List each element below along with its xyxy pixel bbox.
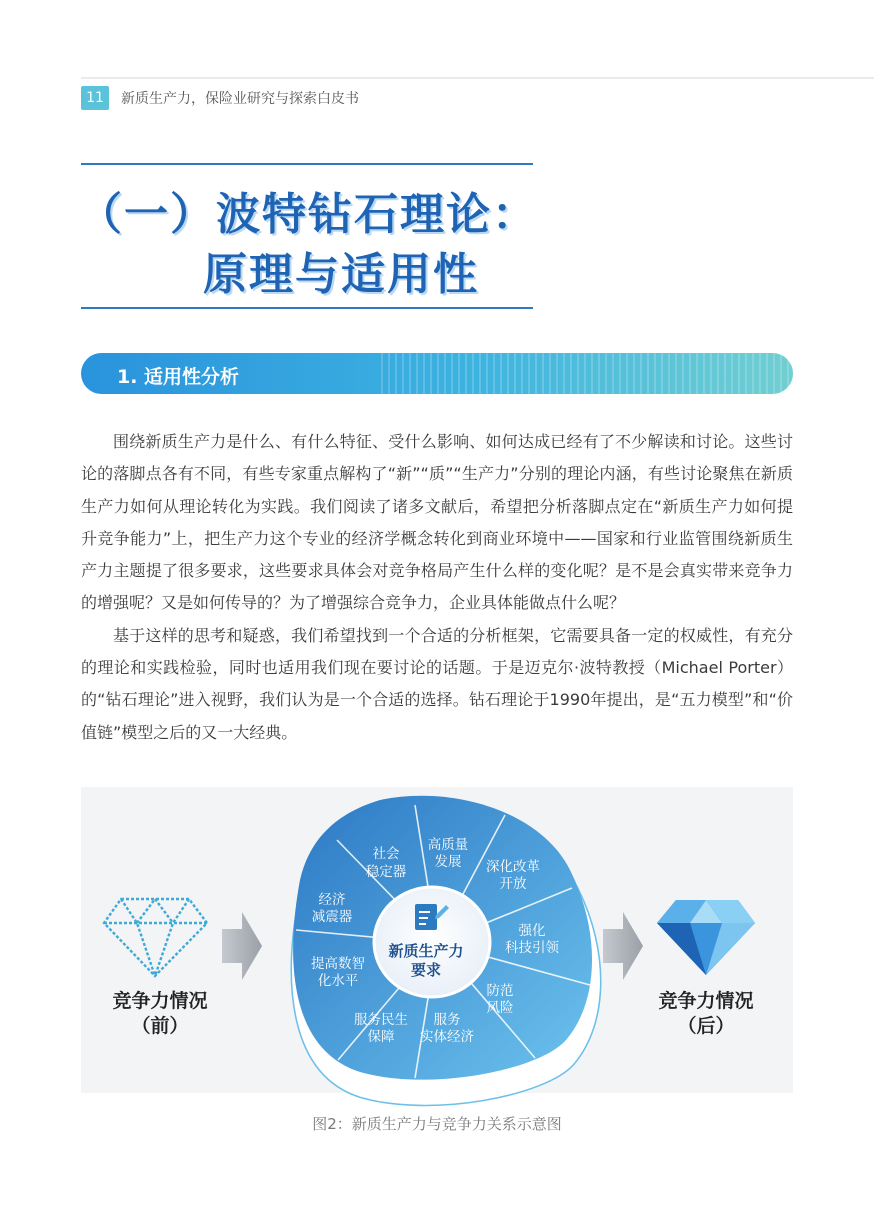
segment-label: 强化	[518, 923, 546, 939]
competitiveness-after-label	[646, 989, 766, 1039]
segment-label: 防范	[486, 983, 514, 999]
figure-caption: 图2：新质生产力与竞争力关系示意图	[312, 1115, 562, 1133]
segment-label: 经济	[318, 892, 346, 908]
label-line: 竞争力情况	[112, 990, 208, 1012]
segment-label: 稳定器	[365, 864, 407, 880]
label-line: （前）	[131, 1015, 189, 1037]
chapter-title-line1: （一）波特钻石理论：	[78, 189, 538, 240]
segment-label: 保障	[367, 1029, 395, 1045]
segment-label: 实体经济	[420, 1029, 474, 1045]
label-line: 竞争力情况	[658, 990, 754, 1012]
segment-label: 发展	[434, 854, 462, 870]
paragraph: 基于这样的思考和疑惑，我们希望找到一个合适的分析框架，它需要具备一定的权威性，有充分的理论和实践检验，同时也适用我们现在要讨论的话题。于是迈克尔·波特教授（Michael Porter）的“钻石理论”进入视野，我们认为是一个合适的选择。钻石理论于1990年提出，是“五力模型”和“价值链”模型之后的又一大经典。	[81, 625, 793, 742]
segment-label: 减震器	[311, 909, 353, 925]
competitiveness-before-label	[100, 989, 220, 1039]
diamond-after-icon	[657, 900, 755, 975]
label-line: （后）	[677, 1015, 735, 1037]
segment-label: 服务民生	[354, 1012, 408, 1028]
segment-label: 深化改革	[486, 859, 540, 875]
segment-label: 化水平	[317, 973, 359, 989]
segment-label: 提高数智	[311, 956, 365, 972]
segment-label: 高质量	[427, 837, 469, 853]
section-title: 1. 适用性分析	[117, 366, 240, 388]
diamond-before-icon	[104, 899, 207, 976]
running-header: 新质生产力，保险业研究与探索白皮书	[121, 91, 359, 107]
paragraph: 围绕新质生产力是什么、有什么特征、受什么影响、如何达成已经有了不少解读和讨论。这些讨论的落脚点各有不同，有些专家重点解构了“新”“质”“生产力”分别的理论内涵，有些讨论聚焦在新质生产力如何从理论转化为实践。我们阅读了诸多文献后，希望把分析落脚点定在“新质生产力如何提升竞争能力”上，把生产力这个专业的经济学概念转化到商业环境中——国家和行业监管围绕新质生产力主题提了很多要求，这些要求具体会对竞争格局产生什么样的变化呢？是不是会真实带来竞争力的增强呢？又是如何传导的？为了增强综合竞争力，企业具体能做点什么呢？	[81, 432, 793, 613]
segment-label: 科技引领	[505, 940, 559, 956]
segment-label: 服务	[433, 1012, 461, 1028]
arrow-right-icon	[603, 912, 643, 980]
chapter-title-line2: 原理与适用性	[203, 249, 479, 300]
page-number-badge: 11	[81, 86, 109, 110]
arrow-right-icon	[222, 912, 262, 980]
segment-label: 风险	[486, 1000, 514, 1016]
segment-label: 社会	[372, 846, 400, 862]
center-label-line1: 新质生产力	[388, 942, 464, 960]
segment-label: 开放	[499, 876, 527, 892]
center-label-line2: 要求	[410, 961, 442, 979]
